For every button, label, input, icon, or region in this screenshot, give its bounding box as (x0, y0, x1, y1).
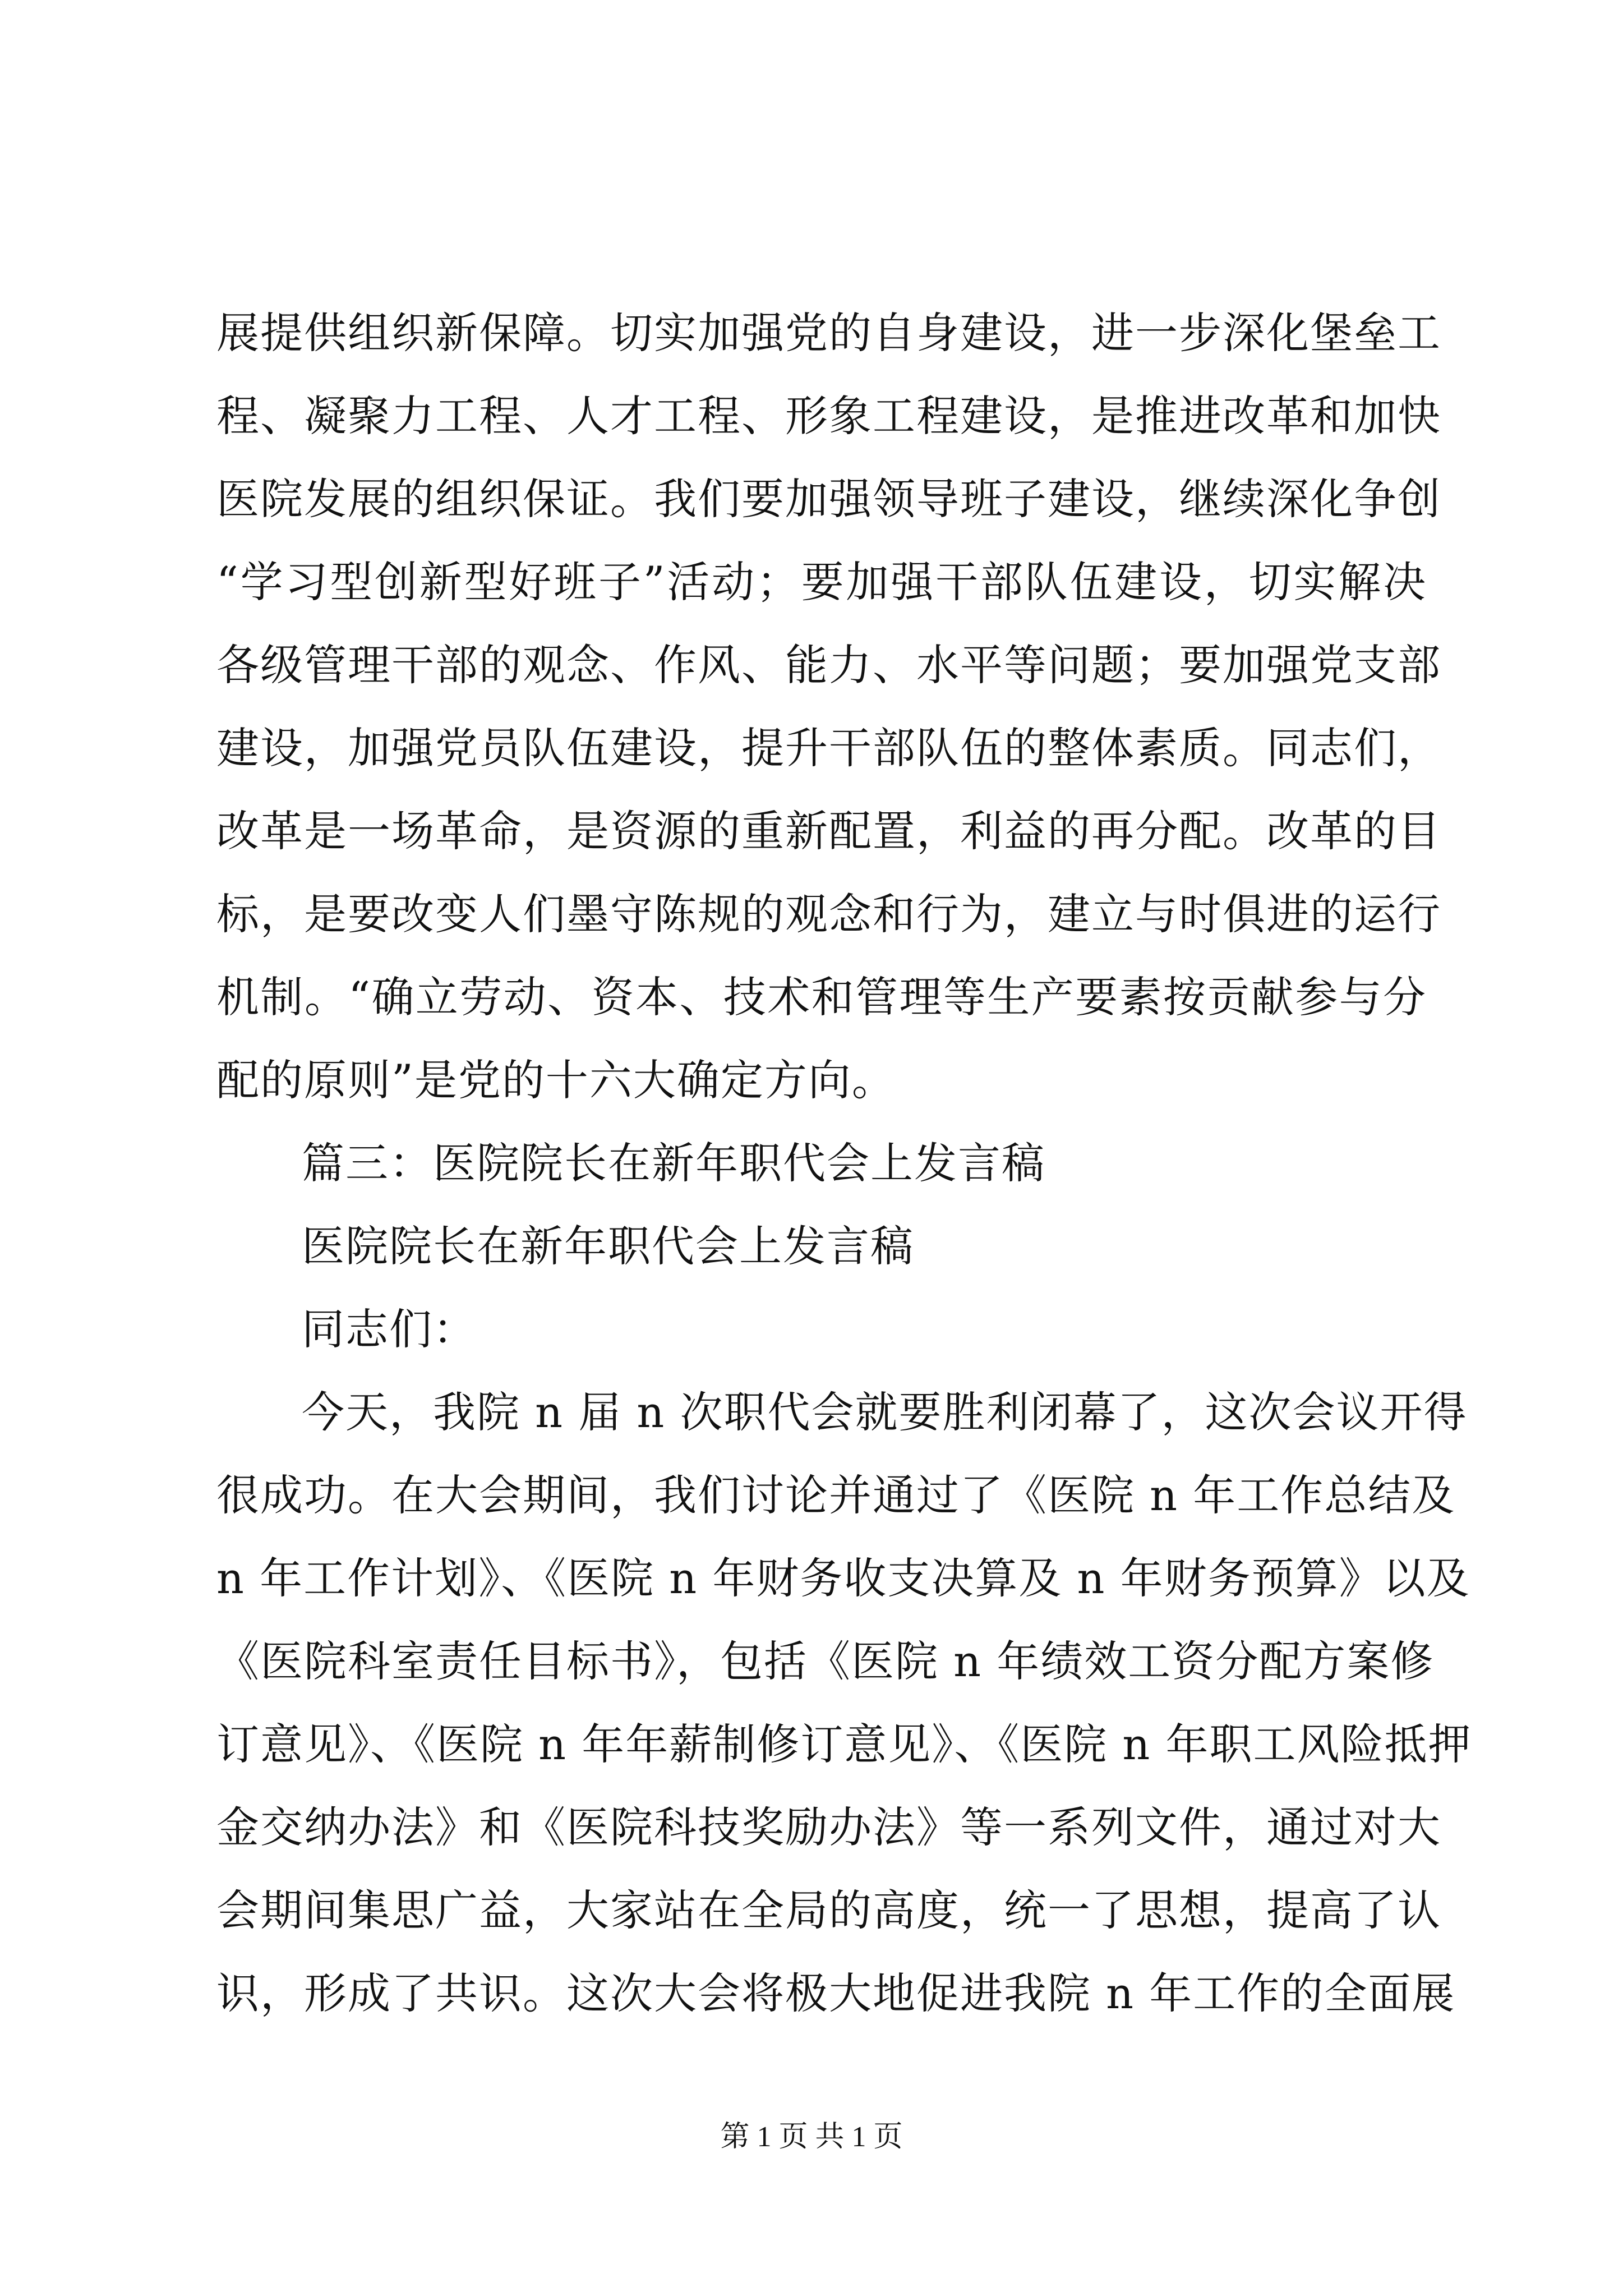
page-number-footer: 第 1 页 共 1 页 (720, 2121, 903, 2153)
text-line: 建设，加强党员队伍建设，提升干部队伍的整体素质。同志们， (216, 723, 1441, 773)
text-line: 配的原则”是党的十六大确定方向。 (216, 1055, 896, 1105)
document-body (216, 292, 1472, 2035)
text-line: 金交纳办法》和《医院科技奖励办法》等一系列文件，通过对大 (216, 1802, 1441, 1852)
text-line: 标，是要改变人们墨守陈规的观念和行为，建立与时俱进的运行 (216, 889, 1441, 939)
text-line: 医院发展的组织保证。我们要加强领导班子建设，继续深化争创 (216, 474, 1441, 524)
text-line: 很成功。在大会期间，我们讨论并通过了《医院 n 年工作总结及 (216, 1470, 1456, 1520)
text-line: 展提供组织新保障。切实加强党的自身建设，进一步深化堡垒工 (216, 308, 1441, 358)
text-line: “学习型创新型好班子”活动；要加强干部队伍建设，切实解决 (216, 557, 1427, 607)
salutation: 同志们： (302, 1304, 477, 1354)
text-line: 订意见》、《医院 n 年年薪制修订意见》、《医院 n 年职工风险抵押 (216, 1719, 1472, 1769)
text-line: 各级管理干部的观念、作风、能力、水平等问题；要加强党支部 (216, 640, 1441, 690)
text-line: 识，形成了共识。这次大会将极大地促进我院 n 年工作的全面展 (216, 1968, 1456, 2018)
text-line: 改革是一场革命，是资源的重新配置，利益的再分配。改革的目 (216, 806, 1441, 856)
text-line: 机制。“确立劳动、资本、技术和管理等生产要素按贡献参与分 (216, 972, 1427, 1022)
article-title: 医院院长在新年职代会上发言稿 (302, 1221, 914, 1271)
text-line: 程、凝聚力工程、人才工程、形象工程建设，是推进改革和加快 (216, 391, 1441, 441)
section-heading: 篇三：医院院长在新年职代会上发言稿 (302, 1138, 1045, 1188)
text-line: n 年工作计划》、《医院 n 年财务收支决算及 n 年财务预算》以及 (216, 1553, 1470, 1603)
text-line: 今天，我院 n 届 n 次职代会就要胜利闭幕了，这次会议开得 (302, 1387, 1468, 1437)
text-line: 《医院科室责任目标书》，包括《医院 n 年绩效工资分配方案修 (216, 1636, 1435, 1686)
text-line: 会期间集思广益，大家站在全局的高度，统一了思想，提高了认 (216, 1885, 1441, 1935)
